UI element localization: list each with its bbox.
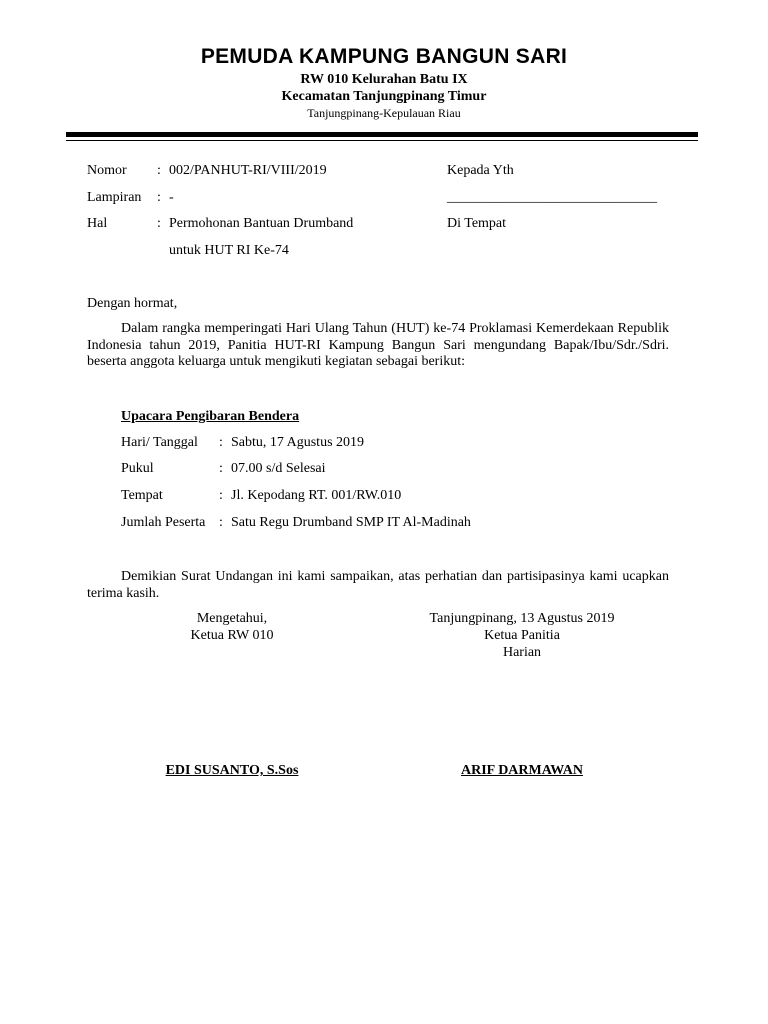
event-row-label: Jumlah Peserta [121,515,206,530]
hal-value-1: Permohonan Bantuan Drumband [169,216,354,231]
closing-text: Demikian Surat Undangan ini kami sampaikan, atas perhatian dan partisipasinya kami ucapkan terima kasih. [87,569,669,601]
event-row-value: Satu Regu Drumband SMP IT Al-Madinah [231,515,471,530]
recipient-di-tempat: Di Tempat [447,216,507,231]
recipient-kepada: Kepada Yth [447,163,514,178]
event-row-colon: : [219,461,223,476]
sig-left-mengetahui: Mengetahui, [196,611,268,626]
sig-left-title: Ketua RW 010 [190,628,274,643]
sig-right-subtitle: Harian [502,645,542,660]
hal-label: Hal [87,216,108,231]
header-rule-thick [66,132,698,137]
header-rule-thin [66,140,698,141]
nomor-colon: : [157,163,161,178]
sig-right-title: Ketua Panitia [484,628,560,643]
greeting: Dengan hormat, [87,296,178,311]
sig-right-name: ARIF DARMAWAN [461,763,583,778]
rw-line: RW 010 Kelurahan Batu IX [300,72,468,87]
nomor-value: 002/PANHUT-RI/VIII/2019 [169,163,327,178]
lampiran-colon: : [157,190,161,205]
org-name: PEMUDA KAMPUNG BANGUN SARI [200,45,568,68]
event-row-label: Hari/ Tanggal [121,435,198,450]
event-row-label: Pukul [121,461,154,476]
hal-colon: : [157,216,161,231]
lampiran-value: - [169,190,174,205]
event-row-value: 07.00 s/d Selesai [231,461,326,476]
sig-right-place-date: Tanjungpinang, 13 Agustus 2019 [429,611,615,626]
lampiran-label: Lampiran [87,190,142,205]
intro-paragraph [87,321,669,371]
event-row-colon: : [219,488,223,503]
recipient-blank-line: ______________________________ [447,190,657,205]
hal-value-2: untuk HUT RI Ke-74 [169,243,289,258]
event-title: Upacara Pengibaran Bendera [121,409,300,424]
sig-left-name: EDI SUSANTO, S.Sos [165,763,299,778]
closing-paragraph [87,569,669,602]
event-row-value: Jl. Kepodang RT. 001/RW.010 [231,488,402,503]
kecamatan-line: Kecamatan Tanjungpinang Timur [281,89,487,104]
nomor-label: Nomor [87,163,127,178]
event-row-colon: : [219,435,223,450]
event-row-label: Tempat [121,488,163,503]
event-row-value: Sabtu, 17 Agustus 2019 [231,435,365,450]
region-line: Tanjungpinang-Kepulauan Riau [307,106,461,120]
intro-text: Dalam rangka memperingati Hari Ulang Tahun (HUT) ke-74 Proklamasi Kemerdekaan Republik Indonesia tahun 2019, Panitia HUT-RI Kampung Bangun Sari mengundang Bapak/Ibu/Sdr./Sdri. beserta anggota keluarga untuk mengikuti kegiatan sebagai berikut: [87,321,669,369]
event-row-colon: : [219,515,223,530]
